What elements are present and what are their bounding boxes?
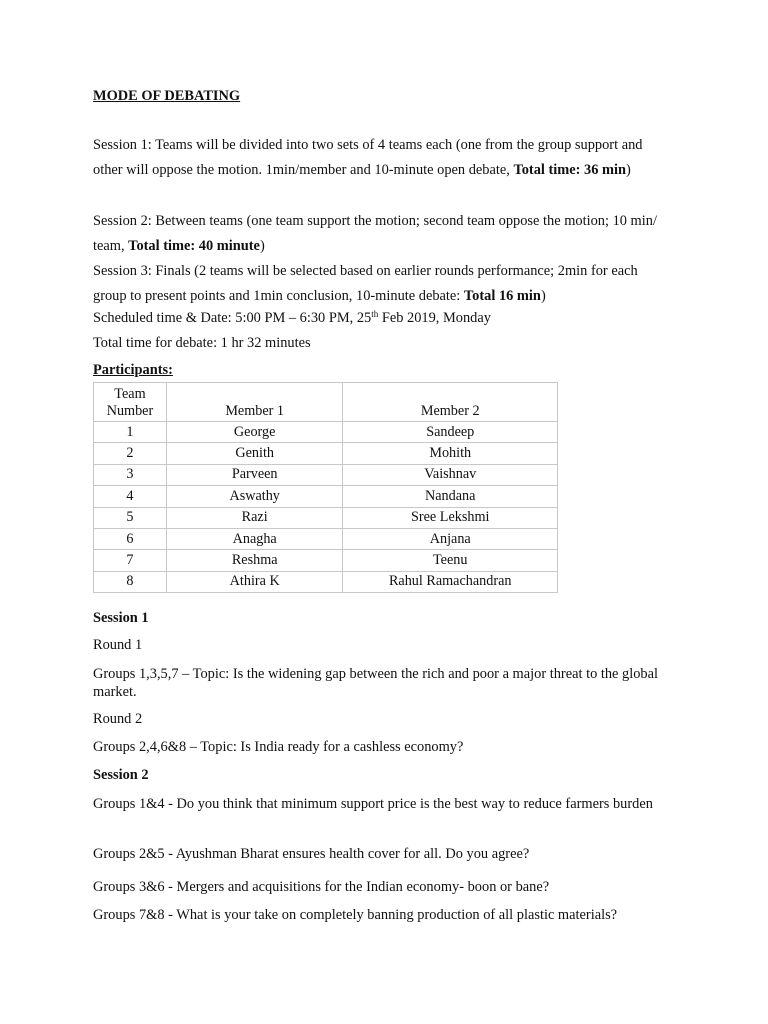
schedule-prefix: Scheduled time & Date: 5:00 PM – 6:30 PM, 25 [93,310,372,326]
member2-cell: Mohith [343,443,558,464]
session2-item: Groups 7&8 - What is your take on completely banning production of all plastic materials? [93,907,618,923]
session2-total-time: Total time: 40 minute [128,238,260,254]
member2-cell: Anjana [343,528,558,549]
table-row [94,550,558,571]
member2-cell: Vaishnav [343,464,558,485]
round2-topic: Groups 2,4,6&8 – Topic: Is India ready for a cashless economy? [93,739,464,755]
table-header-member2: Member 2 [343,383,558,422]
team-number-cell: 3 [94,464,167,485]
member1-cell: Parveen [166,464,343,485]
member1-cell: Genith [166,443,343,464]
member1-cell: Athira K [166,571,343,592]
member1-cell: Reshma [166,550,343,571]
table-row [94,528,558,549]
table-row [94,422,558,443]
team-number-cell: 4 [94,486,167,507]
session3-desc-text: Session 3: Finals (2 teams will be selected based on earlier rounds performance; 2min for each group to present points and 1min conclusion, 10-minute debate: [93,263,638,304]
session3-desc-close: ) [540,288,546,304]
member2-cell: Rahul Ramachandran [343,571,558,592]
session3-description [93,259,673,309]
session3-total-time: Total 16 min [463,288,541,304]
round2-label: Round 2 [93,711,143,727]
member1-cell: Aswathy [166,486,343,507]
session1-desc-text: Session 1: Teams will be divided into two sets of 4 teams each (one from the group support and other will oppose the motion. 1min/member and 10-minute open debate, [93,137,643,178]
table-row [94,571,558,592]
session2-desc-text: Session 2: Between teams (one team support the motion; second team oppose the motion; 10 min/ team, [93,213,657,254]
total-time-line: Total time for debate: 1 hr 32 minutes [93,335,311,351]
schedule-suffix: Feb 2019, Monday [378,310,491,326]
session1-total-time: Total time: 36 min [513,162,627,178]
session2-heading: Session 2 [93,767,149,783]
table-row [94,507,558,528]
table-header-row [94,383,558,422]
participants-heading: Participants: [93,362,173,378]
member2-cell: Sree Lekshmi [343,507,558,528]
participants-table [93,382,558,593]
session2-description [93,209,673,259]
member1-cell: Anagha [166,528,343,549]
table-header-member1: Member 1 [166,383,343,422]
session2-item: Groups 1&4 - Do you think that minimum support price is the best way to reduce farmers burden [93,796,653,812]
member2-cell: Nandana [343,486,558,507]
table-row [94,464,558,485]
round1-label: Round 1 [93,637,143,653]
team-number-cell: 2 [94,443,167,464]
session2-item: Groups 3&6 - Mergers and acquisitions for the Indian economy- boon or bane? [93,879,550,895]
table-header-team: Team Number [94,383,167,422]
session1-description [93,133,673,183]
member1-cell: George [166,422,343,443]
schedule-sup: th [371,309,379,319]
table-row [94,443,558,464]
member2-cell: Teenu [343,550,558,571]
team-number-cell: 8 [94,571,167,592]
session2-item: Groups 2&5 - Ayushman Bharat ensures health cover for all. Do you agree? [93,846,530,862]
member1-cell: Razi [166,507,343,528]
round1-topic: Groups 1,3,5,7 – Topic: Is the widening gap between the rich and poor a major threat to the global market. [93,666,659,700]
team-number-cell: 6 [94,528,167,549]
team-number-cell: 1 [94,422,167,443]
session2-desc-close: ) [259,238,265,254]
schedule-line [93,310,491,327]
document-title: MODE OF DEBATING [93,88,241,104]
table-row [94,486,558,507]
team-number-cell: 7 [94,550,167,571]
session1-heading: Session 1 [93,610,149,626]
session1-desc-close: ) [626,162,631,178]
team-number-cell: 5 [94,507,167,528]
member2-cell: Sandeep [343,422,558,443]
